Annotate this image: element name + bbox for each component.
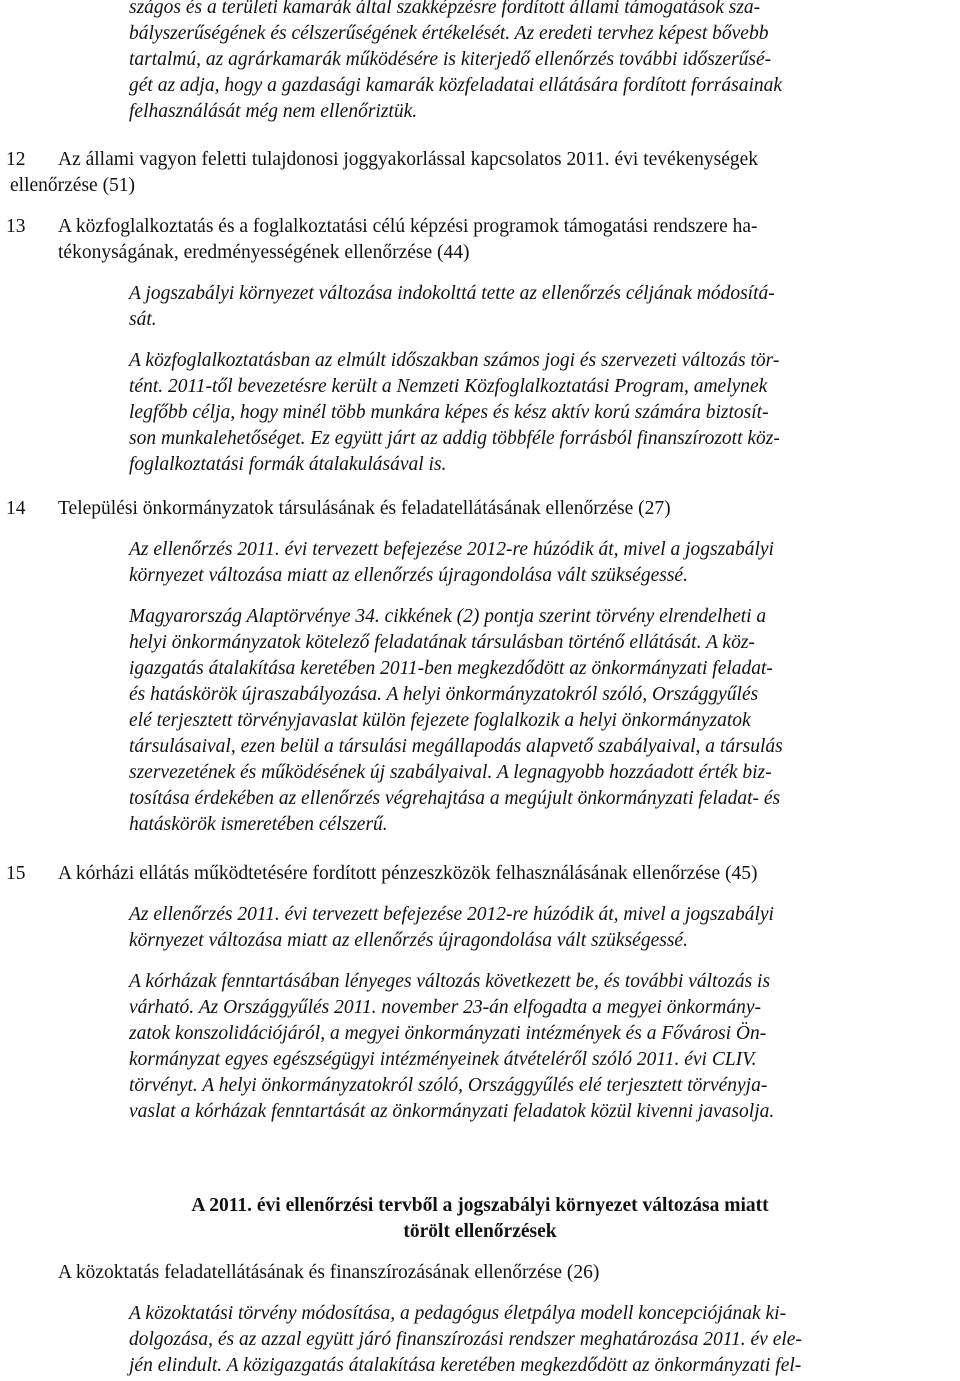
section-title-line: törölt ellenőrzések — [403, 1221, 557, 1242]
text-line: tosítása érdekében az ellenőrzés végrehajtása a megújult önkormányzati feladat- és — [129, 788, 781, 809]
text-line: jén elindult. A közigazgatás átalakítása keretében megkezdődött az önkormányzati fel- — [129, 1355, 802, 1376]
text-line: bályszerűségének és célszerűségének értékelését. Az eredeti tervhez képest bővebb — [129, 23, 769, 44]
text-line: tént. 2011-től bevezetésre került a Nemzeti Közfoglalkoztatási Program, amelynek — [129, 376, 768, 397]
text-line: dolgozása, és az azzal együtt járó finanszírozási rendszer meghatározása 2011. év ele- — [129, 1329, 802, 1350]
item-number: 14 — [6, 498, 26, 519]
item-heading: Az állami vagyon feletti tulajdonosi joggyakorlással kapcsolatos 2011. évi tevékenységek — [58, 149, 759, 170]
text-line: tartalmú, az agrárkamarák működésére is kiterjedő ellenőrzés további időszerűsé- — [129, 49, 772, 70]
text-line: vaslat a kórházak fenntartását az önkormányzati feladatok közül kivenni javasolja. — [129, 1101, 775, 1122]
item-heading: tékonyságának, eredményességének ellenőrzése (44) — [58, 242, 470, 263]
section-title-line: A 2011. évi ellenőrzési tervből a jogszabályi környezet változása miatt — [191, 1195, 769, 1216]
text-line: Az ellenőrzés 2011. évi tervezett befejezése 2012-re húzódik át, mivel a jogszabályi — [129, 904, 774, 925]
text-line: A jogszabályi környezet változása indokolttá tette az ellenőrzés céljának módosítá- — [129, 283, 775, 304]
text-line: igazgatás átalakítása keretében 2011-ben megkezdődött az önkormányzati feladat- — [129, 658, 773, 679]
text-line: szervezetének és működésének új szabályaival. A legnagyobb hozzáadott érték biz- — [129, 762, 772, 783]
text-line: várható. Az Országgyűlés 2011. november 23-án elfogadta a megyei önkormány- — [129, 997, 762, 1018]
item-number: 15 — [6, 863, 26, 884]
text-line: foglalkoztatási formák átalakulásával is. — [129, 454, 447, 475]
text-line: zatok konszolidációjáról, a megyei önkormányzati intézmények és a Fővárosi Ön- — [129, 1023, 767, 1044]
item-number: 13 — [6, 216, 26, 237]
text-line: sát. — [129, 309, 157, 330]
text-line: környezet változása miatt az ellenőrzés újragondolása vált szükségessé. — [129, 930, 688, 951]
text-line: son munkalehetőséget. Ez együtt járt az addig többféle forrásból finanszírozott köz- — [129, 428, 780, 449]
item-heading: A kórházi ellátás működtetésére fordított pénzeszközök felhasználásának ellenőrzése (45) — [58, 863, 758, 884]
item-heading: Települési önkormányzatok társulásának és feladatellátásának ellenőrzése (27) — [58, 498, 671, 519]
text-line: helyi önkormányzatok kötelező feladatának társulásban történő ellátását. A köz- — [129, 632, 755, 653]
text-line: társulásaival, ezen belül a társulási megállapodás alapvető szabályaival, a társulás — [129, 736, 783, 757]
text-line: gét az adja, hogy a gazdasági kamarák közfeladatai ellátására fordított forrásainak — [129, 75, 783, 96]
text-line: és hatáskörök újraszabályozása. A helyi önkormányzatokról szóló, Országgyűlés — [129, 684, 759, 705]
text-line: elé terjesztett törvényjavaslat külön fejezete foglalkozik a helyi önkormányzatok — [129, 710, 751, 731]
text-line: hatáskörök ismeretében célszerű. — [129, 814, 388, 835]
text-line: A kórházak fenntartásában lényeges változás következett be, és további változás is — [129, 971, 771, 992]
item-heading: A közoktatás feladatellátásának és finanszírozásának ellenőrzése (26) — [58, 1262, 600, 1283]
text-line: felhasználását még nem ellenőriztük. — [129, 101, 418, 122]
item-heading: A közfoglalkoztatás és a foglalkoztatási célú képzési programok támogatási rendszere ha- — [58, 216, 758, 237]
text-line: legfőbb célja, hogy minél több munkára képes és kész aktív korú számára biztosít- — [129, 402, 769, 423]
text-line: környezet változása miatt az ellenőrzés újragondolása vált szükségessé. — [129, 565, 688, 586]
text-line: törvényt. A helyi önkormányzatokról szóló, Országgyűlés elé terjesztett törvényja- — [129, 1075, 768, 1096]
item-number: 12 — [6, 149, 26, 170]
text-line: A közoktatási törvény módosítása, a pedagógus életpálya modell koncepciójának ki- — [129, 1303, 787, 1324]
text-line: A közfoglalkoztatásban az elmúlt időszakban számos jogi és szervezeti változás tör- — [129, 350, 780, 371]
text-line: kormányzat egyes egészségügyi intézményeinek átvételéről szóló 2011. évi CLIV. — [129, 1049, 757, 1070]
text-line: Magyarország Alaptörvénye 34. cikkének (2) pontja szerint törvény elrendelheti a — [129, 606, 767, 627]
text-line: szágos és a területi kamarák által szakképzésre fordított állami támogatások sza- — [129, 0, 761, 18]
text-line: Az ellenőrzés 2011. évi tervezett befejezése 2012-re húzódik át, mivel a jogszabályi — [129, 539, 774, 560]
item-heading: ellenőrzése (51) — [10, 175, 136, 196]
